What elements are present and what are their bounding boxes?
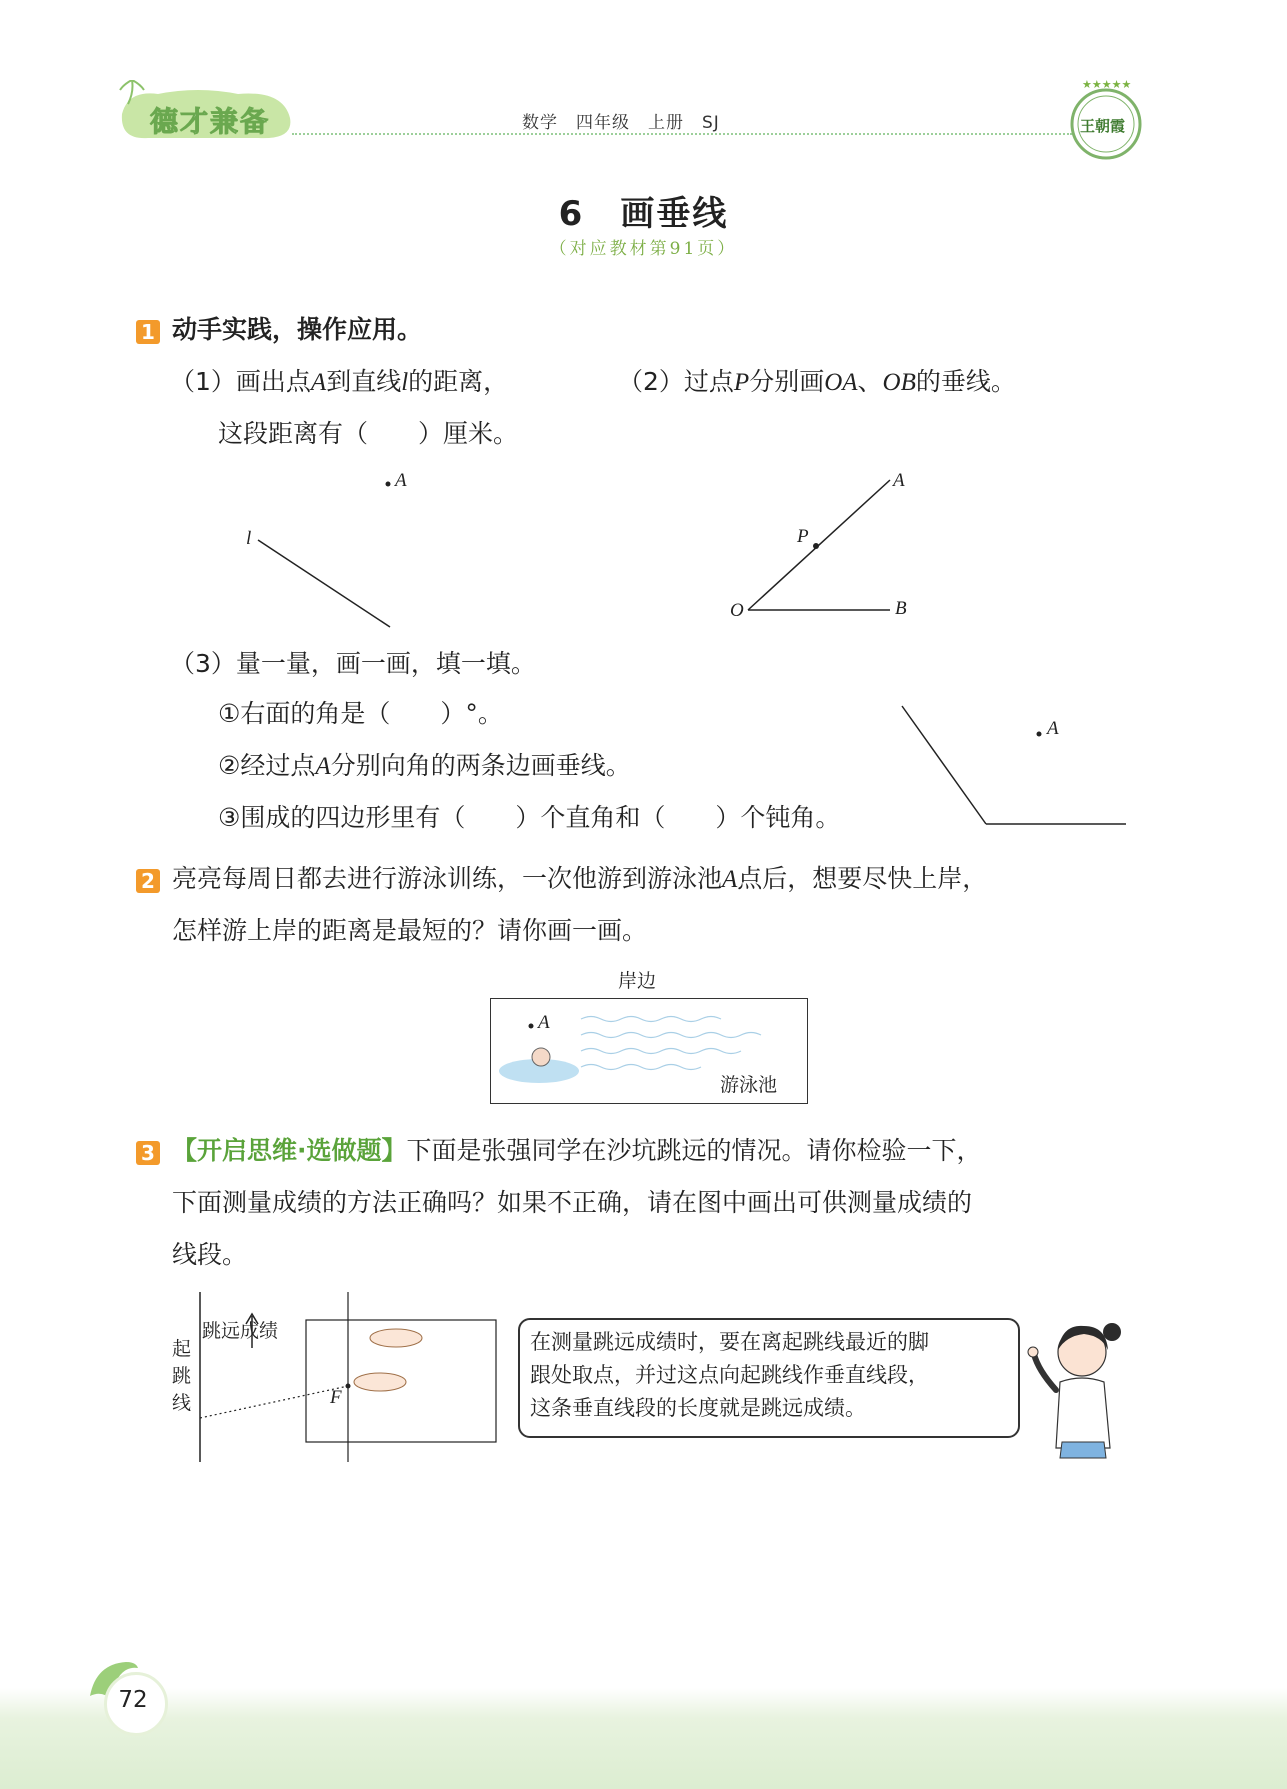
swimmer-icon	[532, 1048, 550, 1066]
q1-fig2	[730, 470, 910, 620]
page-number: 72	[118, 1687, 148, 1713]
header-info	[522, 108, 738, 133]
q1-heading: 动手实践，操作应用。	[172, 315, 423, 344]
fig1-line-l	[258, 540, 390, 627]
q1-part3-item2	[218, 750, 631, 783]
fig2-point-P	[813, 543, 819, 549]
question-number-3: 3	[136, 1141, 160, 1165]
q2-var-A: A	[722, 866, 738, 893]
speech-text	[530, 1326, 929, 1425]
q3-takeoff-char-3: 线	[172, 1392, 192, 1414]
speech-line-1: 在测量跳远成绩时，要在离起跳线最近的脚	[530, 1330, 929, 1354]
fig2-ray-OA	[748, 480, 890, 610]
header-subject: 数学	[522, 113, 558, 133]
q1-part1-line1	[170, 366, 508, 399]
fig2-label-A: A	[893, 470, 905, 491]
student-girl-illustration	[1022, 1310, 1132, 1460]
fig3-point-A	[1037, 732, 1042, 737]
q1-p2-var-P: P	[733, 369, 750, 396]
q3-line3: 线段。	[172, 1240, 248, 1269]
series-logo-text: 德才兼备	[150, 105, 271, 138]
q1-p3-i2-text-a: ②经过点	[218, 751, 316, 780]
fig3-side-1	[902, 706, 986, 824]
brand-logo-text: 王朝霞	[1080, 117, 1126, 135]
q3-takeoff-label	[172, 1336, 191, 1417]
q1-p2-sep: 、	[857, 367, 883, 396]
fig2-label-B: B	[895, 598, 907, 619]
q1-p1-text-a: （1）画出点	[170, 367, 311, 396]
q1-part1-line2: 这段距离有（ ）厘米。	[218, 419, 519, 448]
q2-line1	[172, 863, 987, 896]
header-edition: SJ	[702, 113, 720, 133]
page-title: 6 画垂线	[558, 194, 729, 234]
footer-band	[0, 1688, 1287, 1789]
question-number-2: 2	[136, 869, 160, 893]
q3-point-F	[346, 1384, 351, 1389]
q2-shore-label: 岸边	[618, 970, 657, 992]
q2-line2: 怎样游上岸的距离是最短的？请你画一画。	[172, 916, 648, 945]
q1-p1-text-b: 到直线	[326, 367, 402, 396]
q1-part3-item3: ③围成的四边形里有（ ）个直角和（ ）个钝角。	[218, 803, 841, 832]
fig2-label-O: O	[730, 600, 744, 621]
q3-line1	[172, 1135, 982, 1167]
q1-p3-i2-var-A: A	[315, 753, 331, 780]
q1-p2-var-OA: OA	[824, 369, 858, 396]
header-grade: 四年级	[576, 113, 630, 133]
q3-jump-label: 跳远成绩	[202, 1320, 279, 1342]
header-volume: 上册	[648, 113, 684, 133]
q3-takeoff-char-2: 跳	[172, 1365, 192, 1387]
fig1-point-A	[386, 482, 391, 487]
q1-p2-text-b: 分别画	[749, 367, 825, 396]
q2-pool-label: 游泳池	[720, 1074, 778, 1096]
q2-text-b: 点后，想要尽快上岸，	[737, 864, 988, 893]
q1-part3-item1: ①右面的角是（ ）°。	[218, 699, 503, 728]
question-number-1: 1	[136, 320, 160, 344]
fig2-label-P: P	[797, 526, 809, 547]
q2-text-a: 亮亮每周日都去进行游泳训练，一次他游到游泳池	[172, 864, 723, 893]
speech-line-3: 这条垂直线段的长度就是跳远成绩。	[530, 1396, 866, 1420]
footprint-icon	[354, 1329, 422, 1391]
q3-line1-text: 下面是张强同学在沙坑跳远的情况。请你检验一下，	[406, 1136, 982, 1165]
q1-part3-head: （3）量一量，画一画，填一填。	[170, 649, 536, 678]
q1-fig3	[890, 700, 1130, 830]
header-divider	[292, 133, 1072, 135]
q2-label-A: A	[538, 1012, 550, 1033]
svg-text:★★★★★: ★★★★★	[1082, 78, 1132, 91]
fig1-label-A: A	[395, 470, 407, 491]
q1-p2-var-OB: OB	[882, 369, 916, 396]
q3-label-F: F	[330, 1387, 342, 1408]
q1-p2-text-c: 的垂线。	[915, 367, 1016, 396]
q1-p3-i2-text-b: 分别向角的两条边画垂线。	[330, 751, 631, 780]
q1-part2	[618, 366, 1016, 399]
q1-p1-var-l: l	[401, 369, 409, 396]
fig3-label-A: A	[1047, 718, 1059, 739]
q3-tag: 【开启思维·选做题】	[172, 1136, 407, 1165]
page-subtitle: （对应教材第91页）	[549, 239, 738, 259]
q1-p1-text-c: 的距离，	[408, 367, 509, 396]
fig1-label-l: l	[246, 528, 252, 549]
q1-p1-var-A: A	[310, 369, 327, 396]
q3-measure-line	[200, 1386, 348, 1418]
q3-takeoff-char-1: 起	[172, 1338, 192, 1360]
speech-line-2: 跟处取点，并过这点向起跳线作垂直线段，	[530, 1363, 929, 1387]
q2-point-A	[529, 1024, 534, 1029]
q1-fig1	[230, 460, 420, 640]
q1-p2-text-a: （2）过点	[618, 367, 734, 396]
q3-line2: 下面测量成绩的方法正确吗？如果不正确，请在图中画出可供测量成绩的	[172, 1188, 973, 1217]
